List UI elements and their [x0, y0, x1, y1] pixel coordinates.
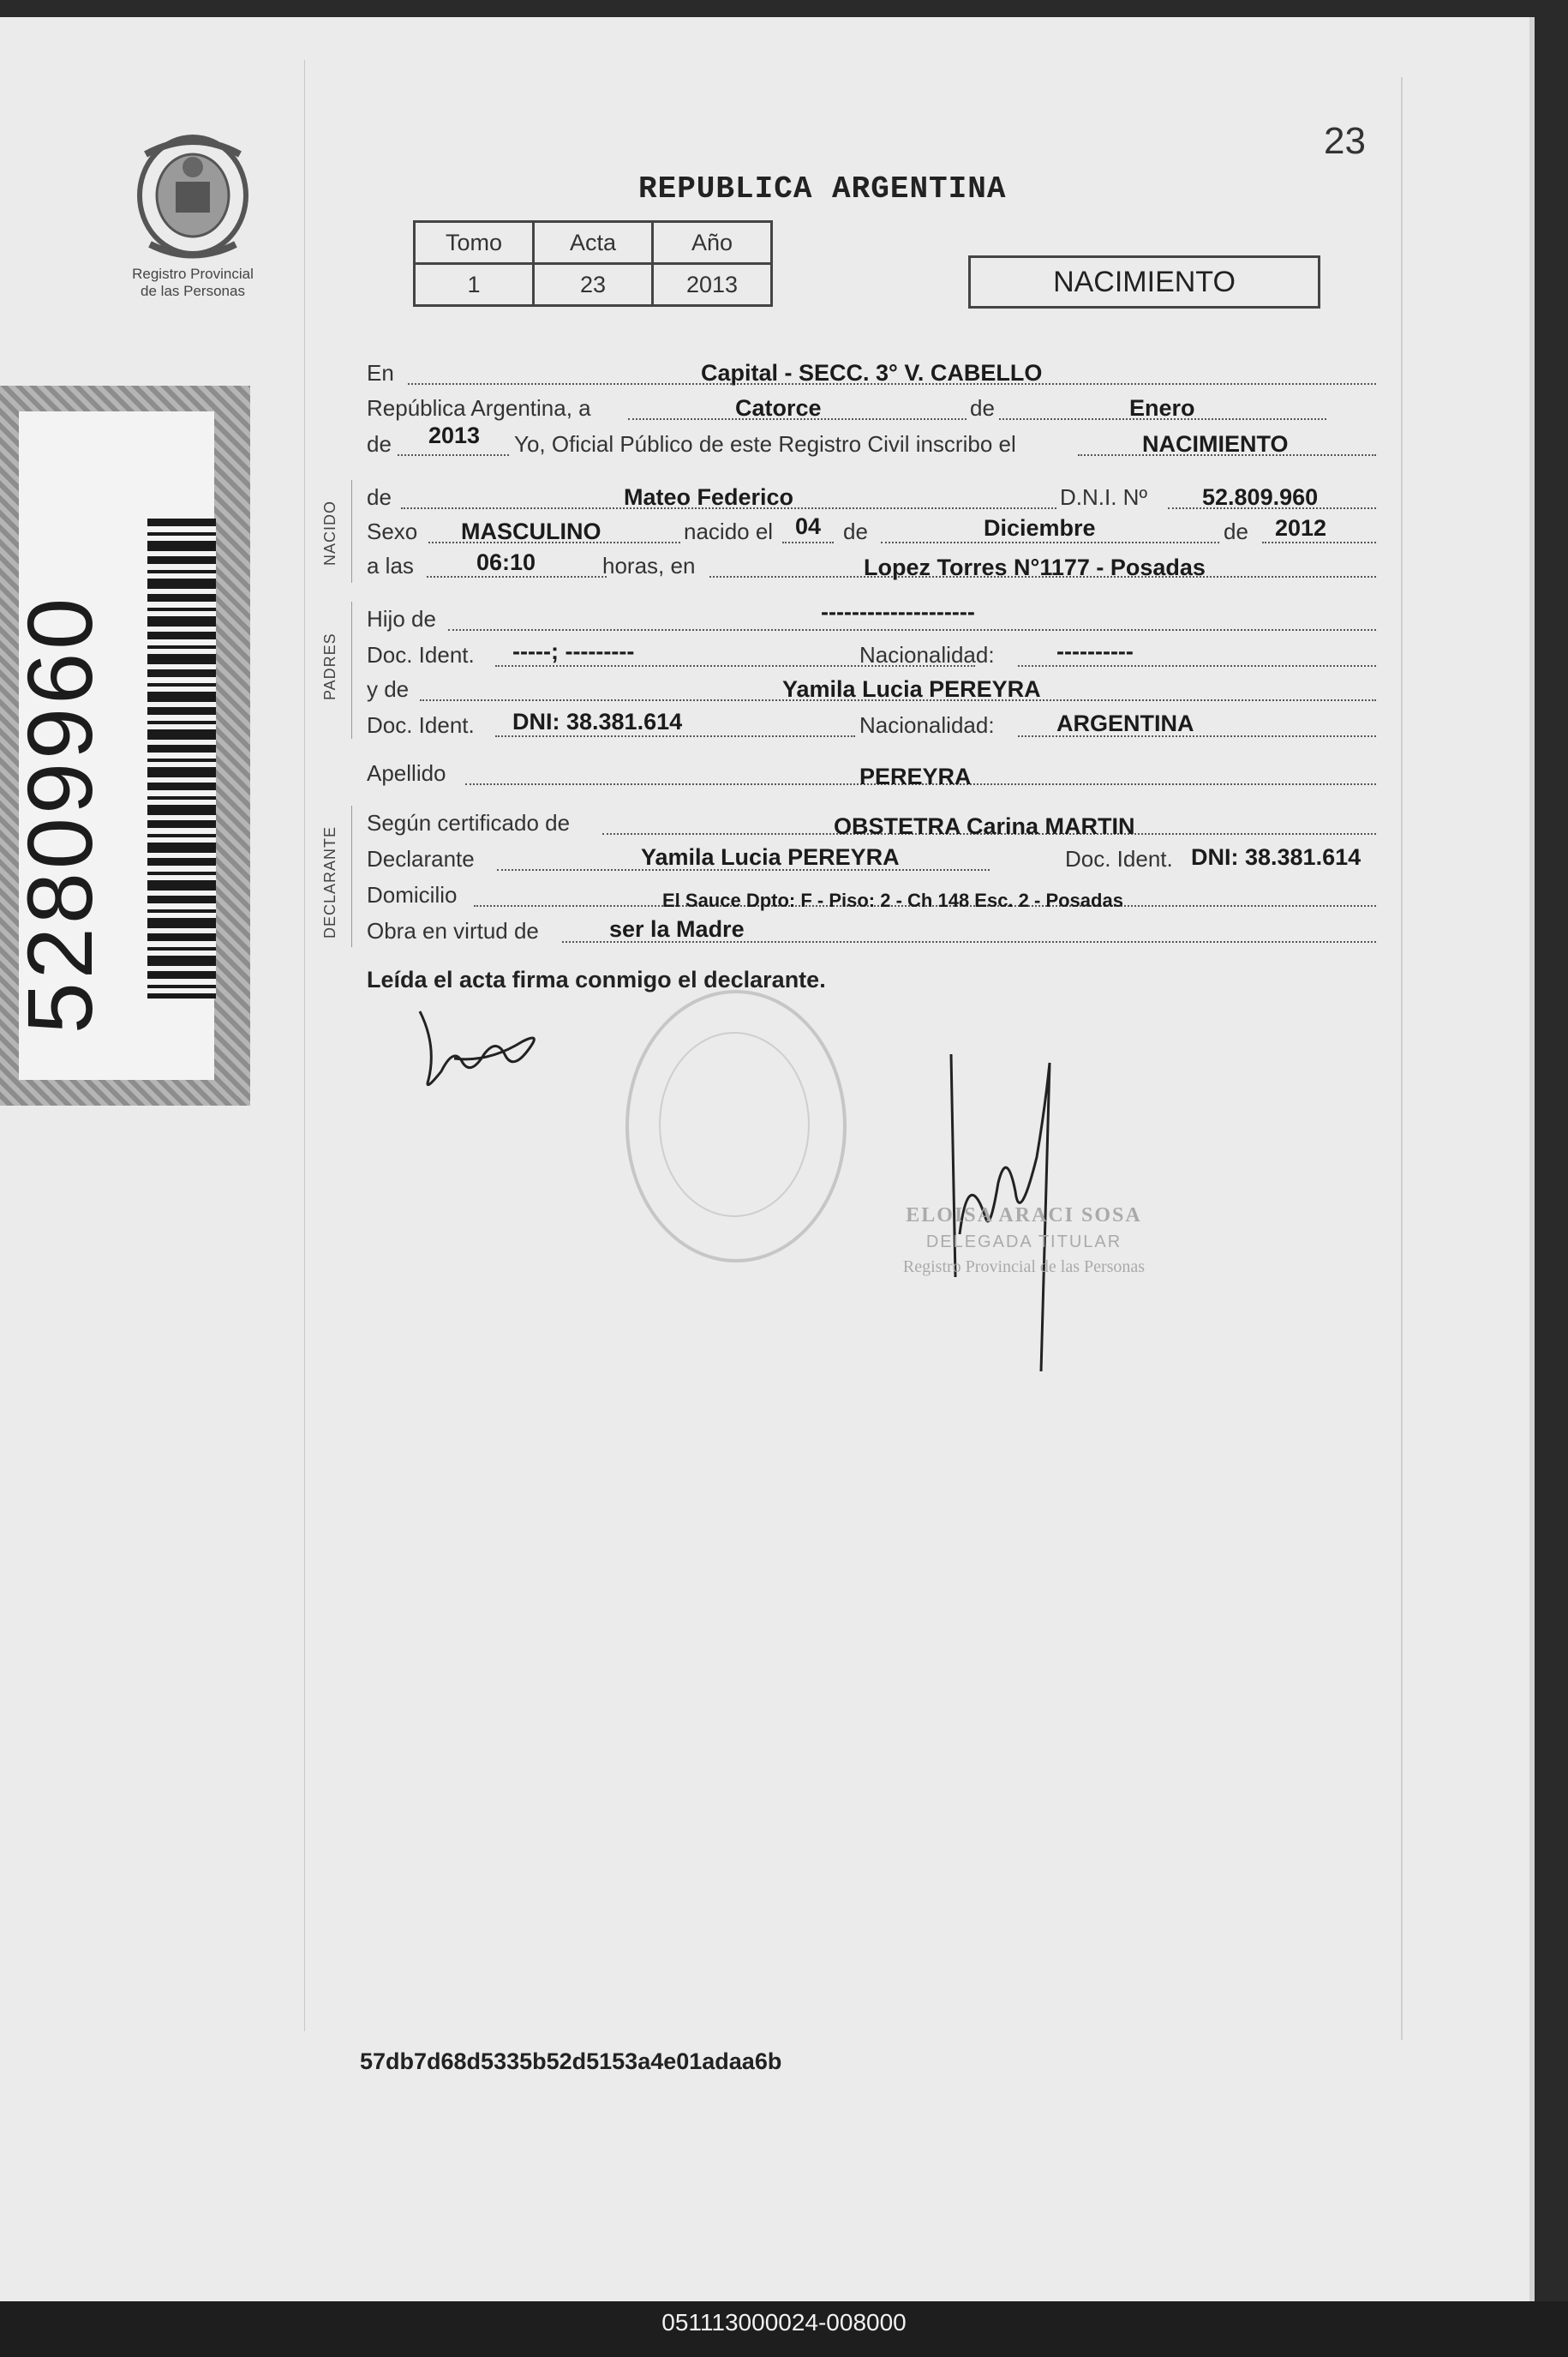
section-padres: PADRES: [321, 633, 338, 700]
label-alas: a las: [367, 553, 414, 579]
line-fecha: [367, 391, 1373, 425]
barcode-label: [0, 386, 250, 1106]
value-dni: 52.809.960: [1202, 484, 1319, 510]
value-certificado: OBSTETRA Carina MARTIN: [834, 813, 1135, 839]
provincial-seal-icon: [129, 129, 257, 261]
footer-id: 051113000024-008000: [0, 2301, 1568, 2357]
label-obra: Obra en virtud de: [367, 918, 539, 944]
value-obra: ser la Madre: [609, 916, 745, 942]
stamp-role: DELEGADA TITULAR: [925, 1232, 1122, 1251]
label-de-mes: de: [843, 519, 868, 544]
line-madre-doc: [367, 708, 1373, 742]
label-republica: República Argentina, a: [367, 395, 591, 421]
value-madre-nac: ARGENTINA: [1056, 711, 1194, 736]
label-doc-declarante: Doc. Ident.: [1065, 846, 1173, 872]
value-nombre: Mateo Federico: [624, 484, 794, 510]
value-domicilio: El Sauce Dpto: F - Piso: 2 - Ch 148 Esc. 2 - Posadas: [662, 890, 1123, 911]
value-en: Capital - SECC. 3° V. CABELLO: [701, 360, 1043, 386]
registry-logo: [111, 129, 274, 300]
line-domicilio: [367, 878, 1373, 912]
line-en: [367, 356, 1373, 390]
closing-statement: Leída el acta firma conmigo el declarante.: [367, 967, 826, 993]
value-hora: 06:10: [476, 549, 536, 575]
line-hora: [367, 549, 1373, 583]
value-nacido-anio: 2012: [1275, 515, 1327, 541]
line-obra: [367, 914, 1373, 948]
label-de: de: [967, 395, 998, 422]
header-tomo: Tomo: [415, 222, 534, 264]
label-domicilio: Domicilio: [367, 882, 458, 908]
barcode-bars: [147, 519, 216, 999]
value-declarante-doc: DNI: 38.381.614: [1191, 844, 1362, 870]
line-certificado: [367, 806, 1373, 840]
value-apellido: PEREYRA: [859, 764, 972, 789]
label-de-nombre: de: [367, 484, 392, 510]
label-en: En: [367, 360, 394, 386]
logo-text-line2: de las Personas: [141, 283, 245, 299]
stamp-office: Registro Provincial de las Personas: [902, 1257, 1146, 1276]
value-mes: Enero: [1129, 395, 1195, 421]
label-certificado: Según certificado de: [367, 810, 571, 836]
document-title: REPUBLICA ARGENTINA: [638, 171, 1007, 207]
value-nacido-mes: Diciembre: [984, 515, 1096, 541]
line-apellido: [367, 756, 1373, 790]
record-type-box: NACIMIENTO: [968, 255, 1320, 309]
value-padre-nac: ----------: [1056, 639, 1134, 664]
section-declarante: DECLARANTE: [321, 825, 338, 939]
value-madre: Yamila Lucia PEREYRA: [782, 676, 1041, 702]
label-doc-padre: Doc. Ident.: [367, 642, 475, 668]
line-padre-doc: [367, 638, 1373, 672]
label-sexo: Sexo: [367, 519, 418, 544]
label-yo: Yo, Oficial Público de este Registro Civil inscribo el: [514, 431, 1016, 457]
official-round-seal: [625, 990, 847, 1262]
official-stamp: [861, 1204, 1187, 1277]
declarant-signature: [403, 994, 548, 1097]
page-number: 23: [1324, 120, 1366, 162]
label-de-anio-nac: de: [1224, 519, 1248, 544]
label-yde: y de: [367, 676, 410, 702]
stamp-name: ELOISA ARACI SOSA: [906, 1204, 1142, 1226]
header-acta: Acta: [534, 222, 653, 264]
logo-text-line1: Registro Provincial: [132, 266, 254, 282]
document-page: [0, 17, 1535, 2301]
label-nacido: nacido el: [680, 519, 776, 545]
label-horas: horas, en: [602, 553, 696, 579]
line-nombre: [367, 480, 1373, 514]
label-hijo: Hijo de: [367, 606, 436, 632]
label-declarante: Declarante: [367, 846, 475, 872]
line-hijo: [367, 599, 1373, 636]
label-dni: D.N.I. Nº: [1056, 484, 1151, 511]
value-sexo: MASCULINO: [461, 519, 601, 544]
value-acta: 23: [534, 264, 653, 306]
value-anio: 2013: [653, 264, 772, 306]
value-dia: Catorce: [735, 395, 822, 421]
value-declarante: Yamila Lucia PEREYRA: [641, 844, 900, 870]
value-nacido-dia: 04: [795, 513, 822, 539]
section-nacido: NACIDO: [321, 500, 338, 566]
value-inscribo: NACIMIENTO: [1142, 431, 1289, 457]
line-sexo: [367, 514, 1373, 549]
record-table: [413, 220, 773, 307]
label-doc-madre: Doc. Ident.: [367, 712, 475, 738]
label-de-anio: de: [367, 431, 392, 457]
header-anio: Año: [653, 222, 772, 264]
label-nac-padre: Nacionalidad:: [859, 642, 995, 668]
value-padre-doc: -----; ---------: [512, 639, 635, 664]
label-apellido: Apellido: [367, 760, 446, 786]
line-madre: [367, 672, 1373, 706]
value-tomo: 1: [415, 264, 534, 306]
value-hijo: --------------------: [821, 599, 975, 625]
document-hash: 57db7d68d5335b52d5153a4e01adaa6b: [360, 2048, 782, 2074]
value-madre-doc: DNI: 38.381.614: [512, 709, 683, 735]
label-nac-madre: Nacionalidad:: [859, 712, 995, 738]
line-declarante: [367, 842, 1373, 876]
barcode-number: 52809960: [8, 594, 111, 1035]
value-lugar: Lopez Torres N°1177 - Posadas: [864, 555, 1206, 580]
value-anio-inscripcion: 2013: [428, 423, 481, 448]
line-inscripcion: [367, 423, 1373, 461]
